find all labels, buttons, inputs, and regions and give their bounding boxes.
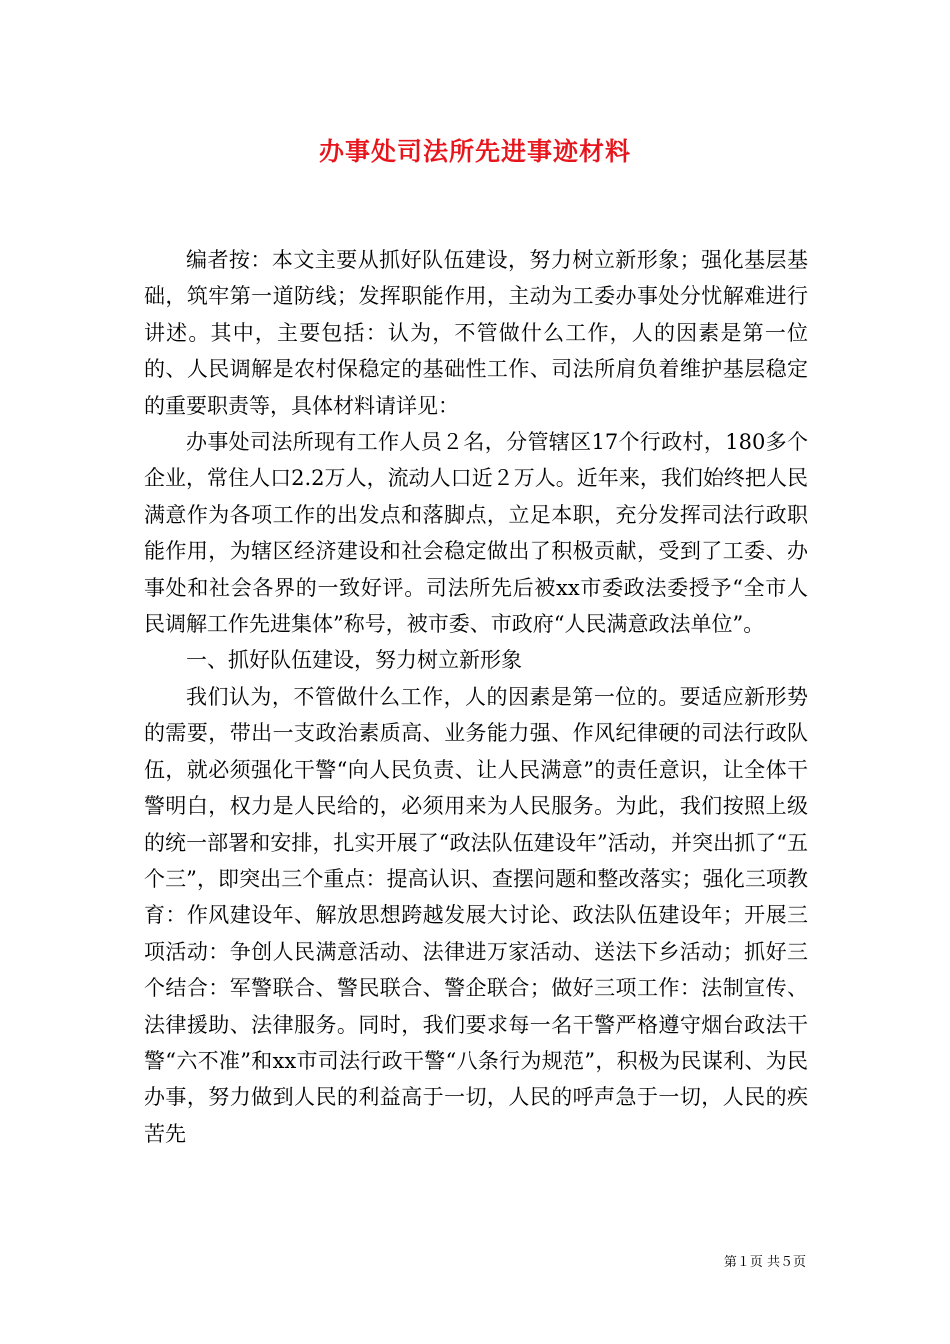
document-body: [144, 242, 808, 1152]
section-heading: 一、抓好队伍建设，努力树立新形象: [186, 648, 522, 673]
body-paragraph: 办事处司法所现有工作人员２名，分管辖区17个行政村，180多个企业，常住人口2.2万人，流动人口近２万人。近年来，我们始终把人民满意作为各项工作的出发点和落脚点，立足本职，充分发挥司法行政职能作用，为辖区经济建设和社会稳定做出了积极贡献，受到了工委、办事处和社会各界的一致好评。司法所先后被xx市委政法委授予“全市人民调解工作先进集体”称号，被市委、市政府“人民满意政法单位”。: [144, 430, 808, 637]
page-number: 第１页 共５页: [723, 1255, 806, 1270]
body-paragraph: 我们认为，不管做什么工作，人的因素是第一位的。要适应新形势的需要，带出一支政治素质高、业务能力强、作风纪律硬的司法行政队伍，就必须强化干警“向人民负责、让人民满意”的责任意识，让全体干警明白，权力是人民给的，必须用来为人民服务。为此，我们按照上级的统一部署和安排，扎实开展了“政法队伍建设年”活动，并突出抓了“五个三”，即突出三个重点：提高认识、查摆问题和整改落实；强化三项教育：作风建设年、解放思想跨越发展大讨论、政法队伍建设年；开展三项活动：争创人民满意活动、法律进万家活动、送法下乡活动；抓好三个结合：军警联合、警民联合、警企联合；做好三项工作：法制宣传、法律援助、法律服务。同时，我们要求每一名干警严格遵守烟台政法干警“六不准”和xx市司法行政干警“八条行为规范”，积极为民谋利、为民办事，努力做到人民的利益高于一切，人民的呼声急于一切，人民的疾苦先: [144, 684, 808, 1146]
document-title: 办事处司法所先进事迹材料: [318, 137, 631, 166]
editor-note-paragraph: 编者按：本文主要从抓好队伍建设，努力树立新形象；强化基层基础，筑牢第一道防线；发挥职能作用，主动为工委办事处分忧解难进行讲述。其中，主要包括：认为，不管做什么工作，人的因素是第一位的、人民调解是农村保稳定的基础性工作、司法所肩负着维护基层稳定的重要职责等，具体材料请详见：: [144, 248, 808, 418]
